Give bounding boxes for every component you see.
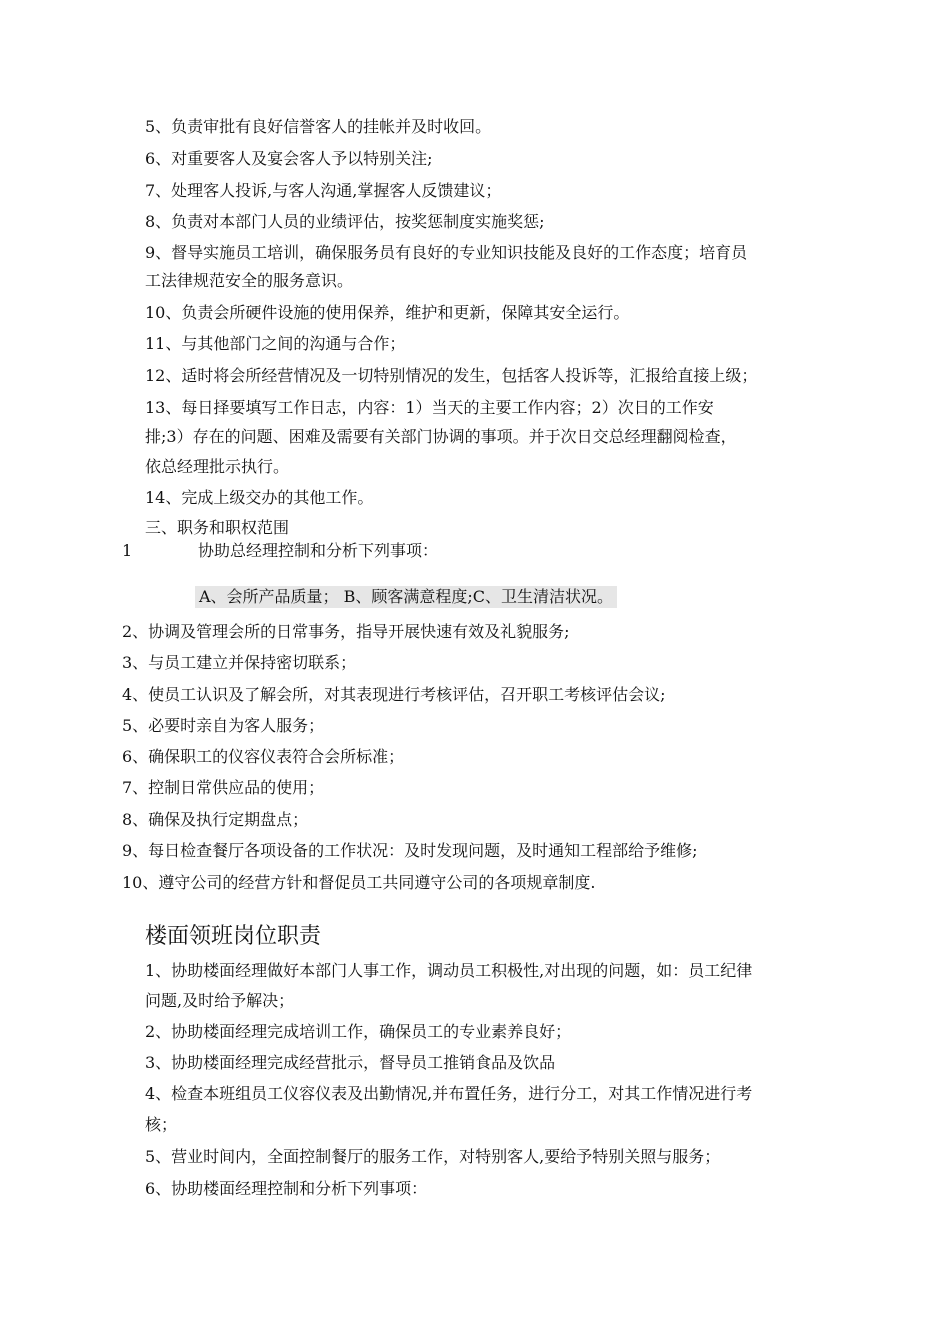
floor-lead-line-cont: 问题,及时给予解决； [145, 991, 295, 1010]
duty-line: 13、每日择要填写工作日志，内容：1）当天的主要工作内容；2）次日的工作安 [145, 398, 714, 417]
duty-line-cont: 依总经理批示执行。 [145, 457, 290, 476]
duty-line: 14、完成上级交办的其他工作。 [145, 488, 374, 507]
floor-lead-line: 4、检查本班组员工仪容仪表及出勤情况,并布置任务，进行分工，对其工作情况进行考 [145, 1084, 753, 1103]
duty-line: 10、负责会所硬件设施的使用保养，维护和更新，保障其安全运行。 [145, 303, 630, 322]
scope-item: 4、使员工认识及了解会所，对其表现进行考核评估，召开职工考核评估会议; [122, 685, 666, 704]
duty-line: 5、负责审批有良好信誉客人的挂帐并及时收回。 [145, 117, 492, 136]
floor-lead-line: 6、协助楼面经理控制和分析下列事项： [145, 1179, 428, 1198]
scope-item: 2、协调及管理会所的日常事务，指导开展快速有效及礼貌服务; [122, 622, 570, 641]
duty-line: 9、督导实施员工培训，确保服务员有良好的专业知识技能及良好的工作态度；培育员 [145, 243, 748, 262]
section-title: 楼面领班岗位职责 [145, 924, 322, 949]
item-number: 1 [122, 541, 133, 560]
duty-line: 12、适时将会所经营情况及一切特别情况的发生，包括客人投诉等，汇报给直接上级； [145, 366, 758, 385]
floor-lead-line-cont: 核； [145, 1115, 178, 1134]
floor-lead-line: 5、营业时间内，全面控制餐厅的服务工作，对特别客人,要给予特别关照与服务； [145, 1147, 721, 1166]
scope-item: 8、确保及执行定期盘点； [122, 810, 309, 829]
duty-line: 7、处理客人投诉,与客人沟通,掌握客人反馈建议； [145, 181, 502, 200]
duty-line-cont: 工法律规范安全的服务意识。 [145, 271, 354, 290]
scope-item: 3、与员工建立并保持密切联系； [122, 653, 357, 672]
scope-item: 9、每日检查餐厅各项设备的工作状况：及时发现问题，及时通知工程部给予维修; [122, 841, 698, 860]
duty-line: 11、与其他部门之间的沟通与合作； [145, 334, 406, 353]
scope-item: 7、控制日常供应品的使用； [122, 778, 325, 797]
duty-line: 6、对重要客人及宴会客人予以特别关注; [145, 149, 433, 168]
scope-item: 5、必要时亲自为客人服务； [122, 716, 325, 735]
floor-lead-line: 3、协助楼面经理完成经营批示，督导员工推销食品及饮品 [145, 1053, 556, 1072]
scope-item: 6、确保职工的仪容仪表符合会所标准； [122, 747, 405, 766]
duty-line: 8、负责对本部门人员的业绩评估，按奖惩制度实施奖惩; [145, 212, 545, 231]
section-heading: 三、职务和职权范围 [145, 518, 290, 537]
duty-line-cont: 排;3）存在的问题、困难及需要有关部门协调的事项。并于次日交总经理翻阅检查， [145, 427, 737, 446]
floor-lead-line: 1、协助楼面经理做好本部门人事工作，调动员工积极性,对出现的问题，如：员工纪律 [145, 961, 753, 980]
highlighted-subitems: A、会所产品质量； B、顾客满意程度;C、卫生清洁状况。 [195, 586, 617, 608]
scope-item: 10、遵守公司的经营方针和督促员工共同遵守公司的各项规章制度. [122, 873, 596, 892]
item-text: 协助总经理控制和分析下列事项： [198, 541, 439, 560]
floor-lead-line: 2、协助楼面经理完成培训工作，确保员工的专业素养良好； [145, 1022, 572, 1041]
